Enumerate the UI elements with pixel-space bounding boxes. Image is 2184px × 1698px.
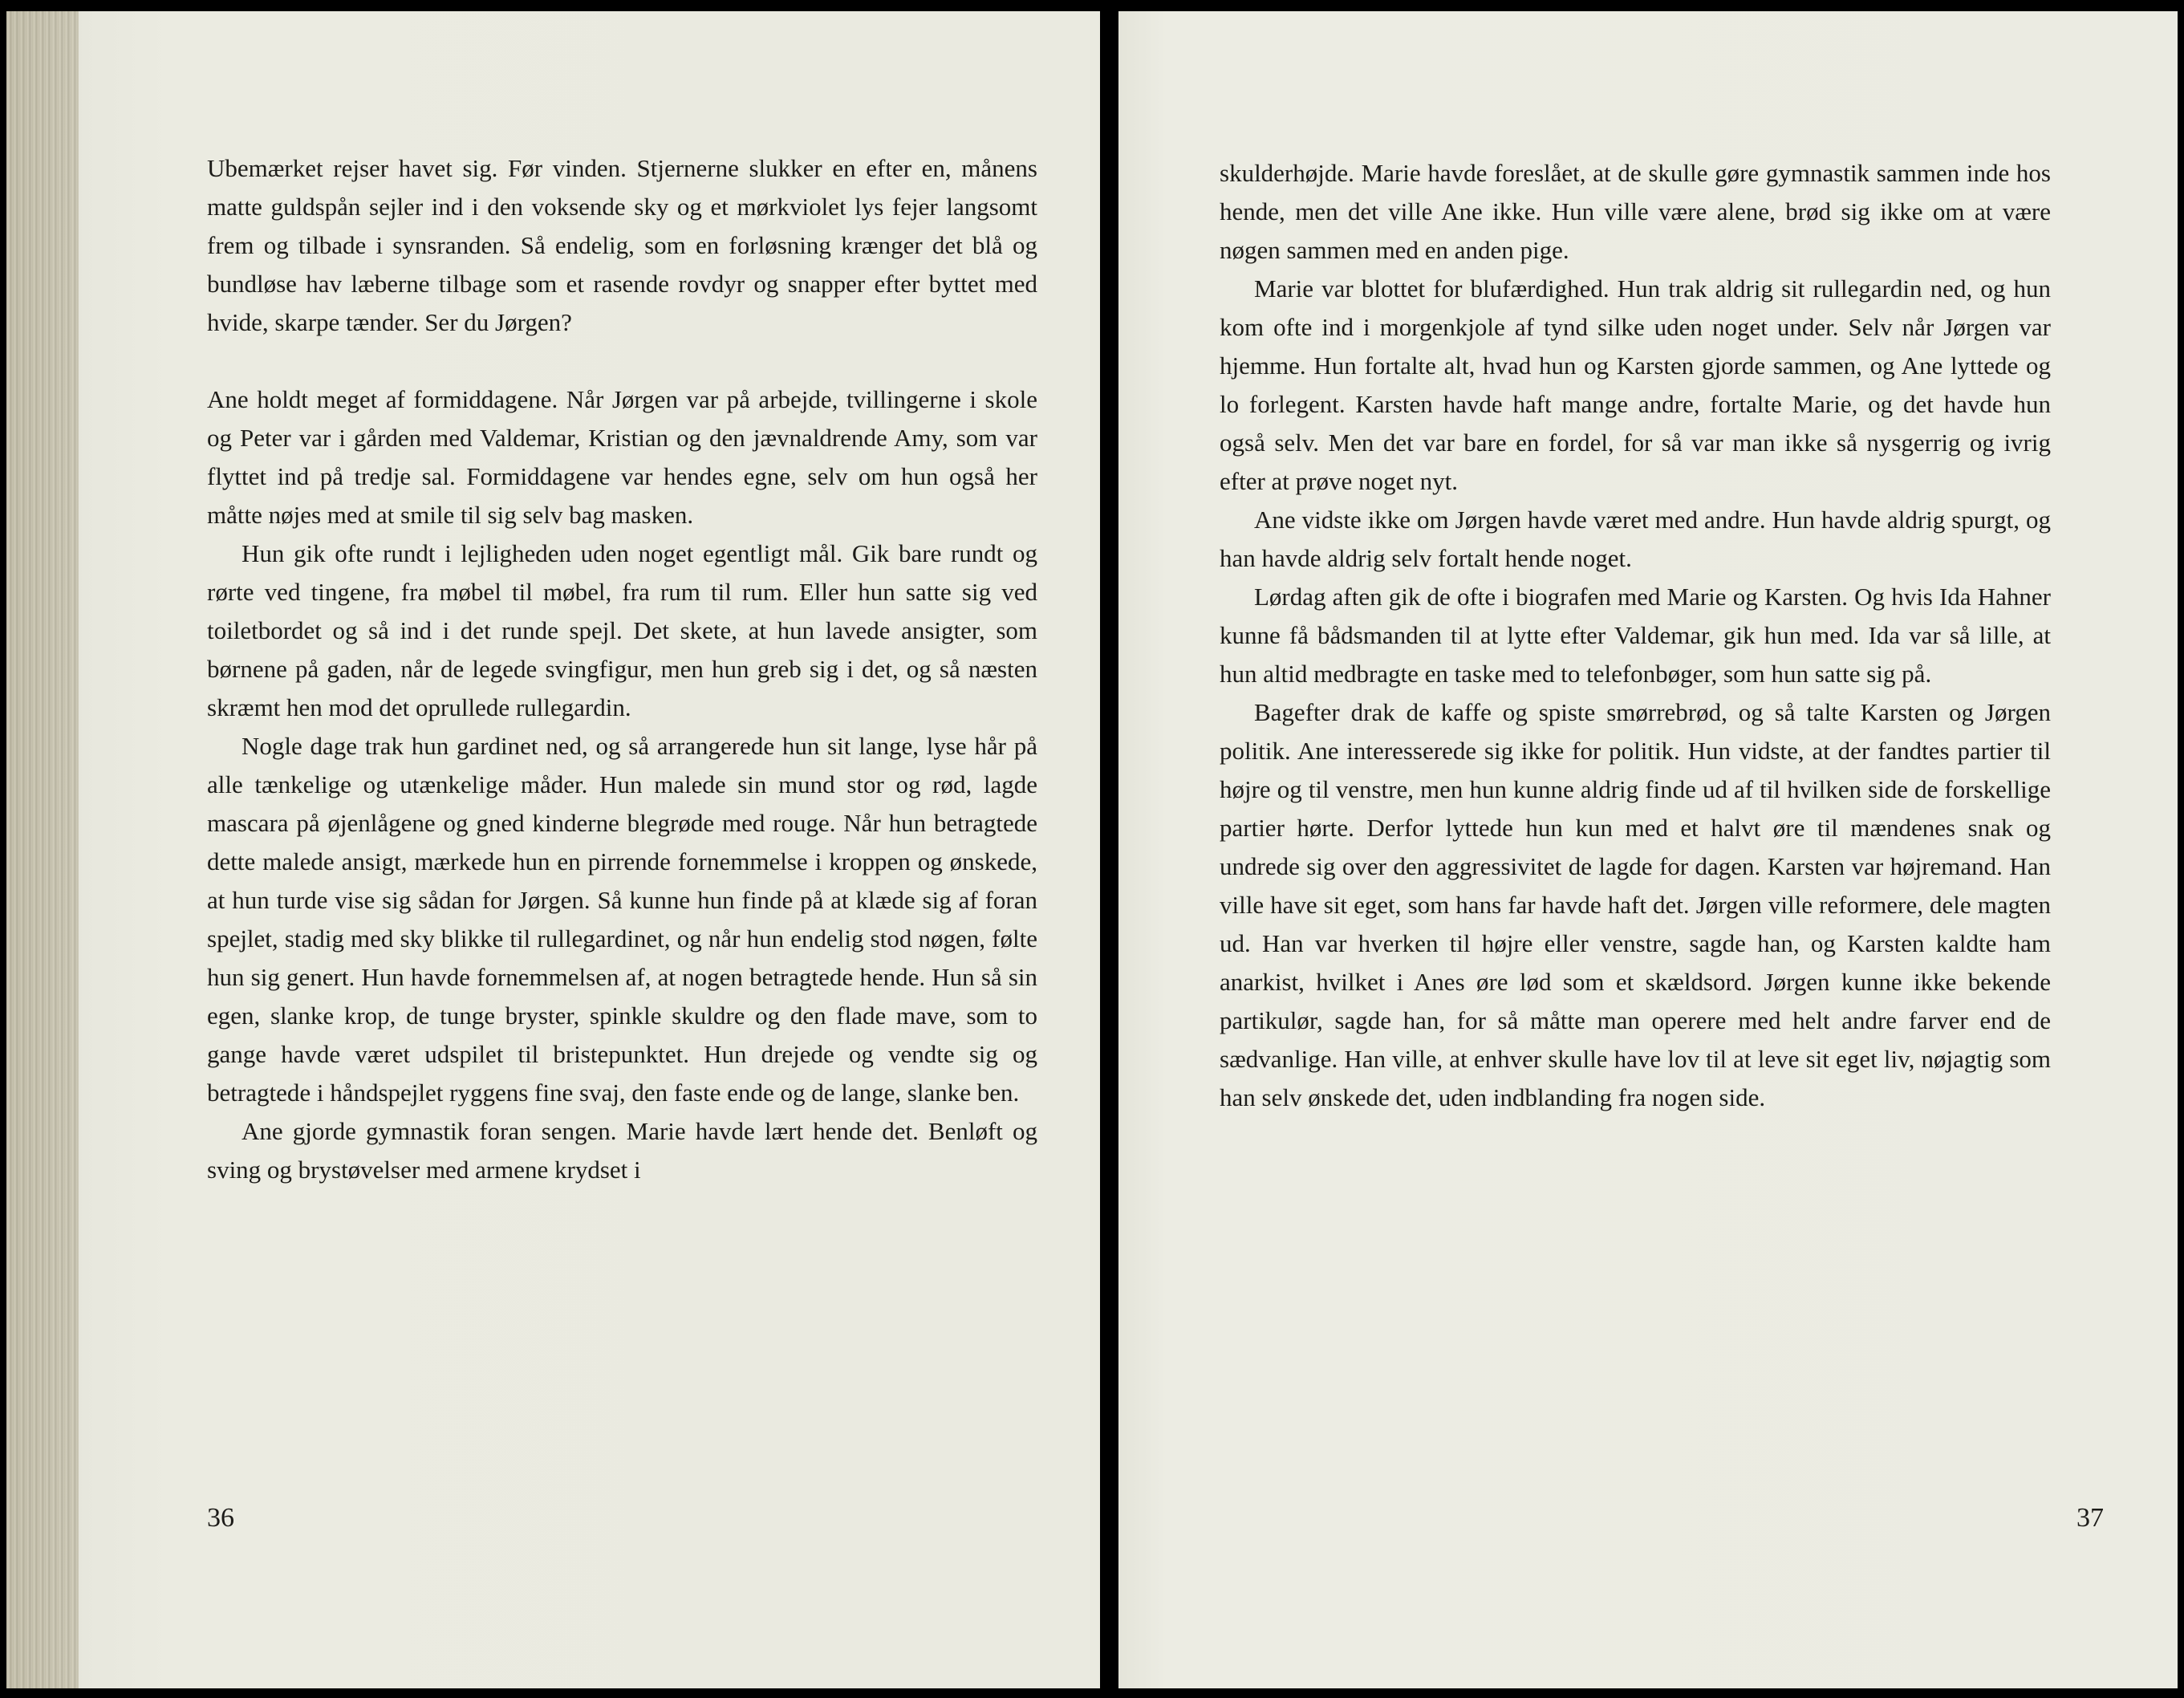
- paragraph: Ane holdt meget af formiddagene. Når Jørgen var på arbejde, tvillingerne i skole og Peter var i gården med Valdemar, Kristian og den jævnaldrende Amy, som var flyttet ind på tredje sal. Formiddagene var hendes egne, selv om hun også her måtte nøjes med at smile til sig selv bag masken.: [207, 385, 1037, 529]
- right-page-text: [1220, 154, 2051, 1117]
- paragraph: Ubemærket rejser havet sig. Før vinden. Stjernerne slukker en efter en, månens matte guldspån sejler ind i den voksende sky og et mørkviolet lys fejer langsomt frem og tilbade i synsranden. Så endelig, som en forløsning krænger det blå og bundløse hav læberne tilbage som et rasende rovdyr og snapper efter byttet med hvide, skarpe tænder. Ser du Jørgen?: [207, 154, 1037, 336]
- section-break: [207, 342, 1037, 380]
- paragraph: Lørdag aften gik de ofte i biografen med Marie og Karsten. Og hvis Ida Hahner kunne få bådsmanden til at lytte efter Valdemar, gik hun med. Ida var så lille, at hun altid medbragte en taske med to telefonbøger, som hun satte sig på.: [1220, 583, 2051, 688]
- left-page-text: [207, 149, 1037, 1189]
- paragraph: Hun gik ofte rundt i lejligheden uden noget egentligt mål. Gik bare rundt og rørte ved tingene, fra møbel til møbel, fra rum til rum. Eller hun satte sig ved toiletbordet og så ind i det runde spejl. Det skete, at hun lavede ansigter, som børnene på gaden, når de legede svingfigur, men hun greb sig i det, og så næsten skræmt hen mod det oprullede rullegardin.: [207, 539, 1037, 721]
- book-spine-edge: [6, 11, 79, 1688]
- page-number: 37: [2076, 1503, 2104, 1533]
- right-page: [1118, 11, 2178, 1688]
- paragraph: Ane gjorde gymnastik foran sengen. Marie havde lært hende det. Benløft og sving og brystøvelser med armene krydset i: [207, 1117, 1037, 1184]
- paragraph: Ane vidste ikke om Jørgen havde været med andre. Hun havde aldrig spurgt, og han havde aldrig selv fortalt hende noget.: [1220, 506, 2051, 572]
- paragraph: Nogle dage trak hun gardinet ned, og så arrangerede hun sit lange, lyse hår på alle tænkelige og utænkelige måder. Hun malede sin mund stor og rød, lagde mascara på øjenlågene og gned kinderne blegrøde med rouge. Når hun betragtede dette malede ansigt, mærkede hun en pirrende fornemmelse i kroppen og ønskede, at hun turde vise sig sådan for Jørgen. Så kunne hun finde på at klæde sig af foran spejlet, stadig med sky blikke til rullegardinet, og når hun endelig stod nøgen, følte hun sig genert. Hun havde fornemmelsen af, at nogen betragtede hende. Hun så sin egen, slanke krop, de tunge bryster, spinkle skuldre og den flade mave, som to gange havde været udspilet til bristepunktet. Hun drejede og vendte sig og betragtede i håndspejlet ryggens fine svaj, den faste ende og de lange, slanke ben.: [207, 732, 1037, 1107]
- paragraph: Bagefter drak de kaffe og spiste smørrebrød, og så talte Karsten og Jørgen politik. Ane interesserede sig ikke for politik. Hun vidste, at der fandtes partier til højre og til venstre, men hun kunne aldrig finde ud af til hvilken side de forskellige partier hørte. Derfor lyttede hun kun med et halvt øre til mændenes snak og undrede sig over den aggressivitet de lagde for dagen. Karsten var højremand. Han ville have sit eget, som hans far havde haft det. Jørgen ville reformere, dele magten ud. Han var hverken til højre eller venstre, sagde han, og Karsten kaldte ham anarkist, hvilket i Anes øre lød som et skældsord. Jørgen kunne ikke bekende partikulør, sagde han, for så måtte man operere med helt andre farver end de sædvanlige. Han ville, at enhver skulle have lov til at leve sit eget liv, nøjagtig som han selv ønskede det, uden indblanding fra nogen side.: [1220, 698, 2051, 1111]
- paragraph: skulderhøjde. Marie havde foreslået, at de skulle gøre gymnastik sammen inde hos hende, men det ville Ane ikke. Hun ville være alene, brød sig ikke om at være nøgen sammen med en anden pige.: [1220, 159, 2051, 264]
- left-page: [6, 11, 1100, 1688]
- paragraph: Marie var blottet for blufærdighed. Hun trak aldrig sit rullegardin ned, og hun kom ofte ind i morgenkjole af tynd silke uden noget under. Selv når Jørgen var hjemme. Hun fortalte alt, hvad hun og Karsten gjorde sammen, og Ane lyttede og lo forlegent. Karsten havde haft mange andre, fortalte Marie, og det havde hun også selv. Men det var bare en fordel, for så var man ikke så nysgerrig og ivrig efter at prøve noget nyt.: [1220, 274, 2051, 495]
- page-number: 36: [207, 1503, 234, 1533]
